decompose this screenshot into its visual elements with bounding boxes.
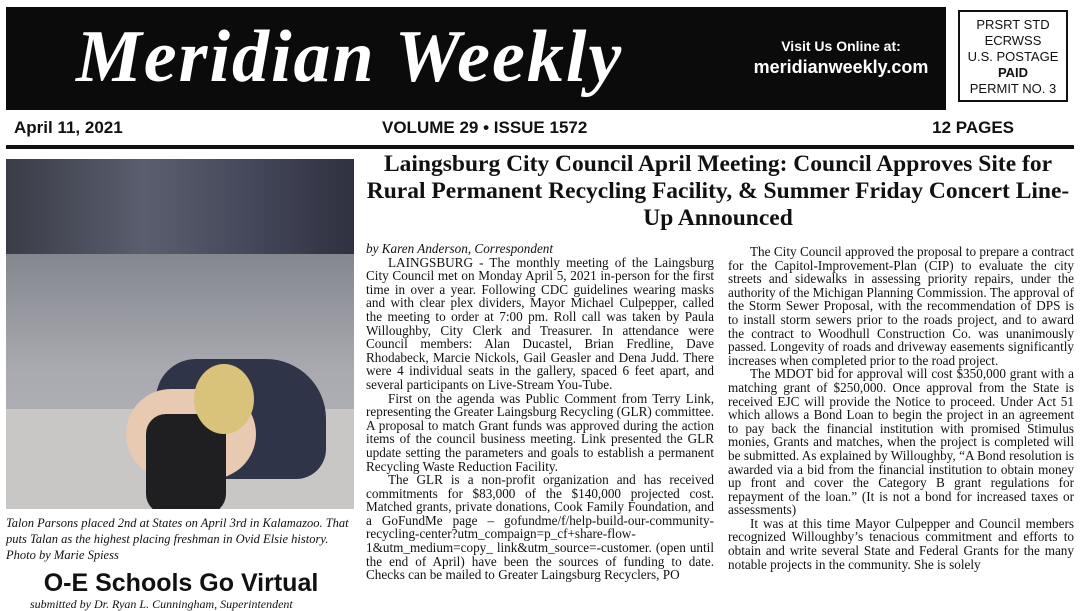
- website-box: [746, 37, 936, 79]
- postage-line: U.S. POSTAGE: [967, 49, 1059, 64]
- article-column-2: [728, 245, 1074, 609]
- article-paragraph: The City Council approved the proposal to prepare a contract for the Capitol-Improvement-Plan (CIP) to evaluate the city streets and sidewalks in assessing priority repairs, under the authority of the Michigan Planning Commission. The approval of the Storm Sewer Proposal, with the recommendation of DPS is to install storm sewers prior to the roads project, and to award the contract to Woodhull Construction Co. was unanimously passed. Longevity of roads and driveway easements significantly increases when completed prior to the road project.: [728, 245, 1074, 368]
- sidebar-article-byline: submitted by Dr. Ryan L. Cunningham, Superintendent: [30, 597, 293, 611]
- postage-indicia: [958, 10, 1068, 102]
- article-paragraph: The GLR is a non-profit organization and has received commitments for $83,000 of the $140,000 projected cost. Matched grants, private donations, Cook Family Foundation, and a GoFundMe page – gofundme/f/help-build-our-community-recycling-center?utm_compaign=p_cf+share-flow-1&utm_medium=copy_ link&utm_source=-customer. (open until the end of April) have been the sources of funding to date. Checks can be mailed to Greater Laingsburg Recyclers, PO: [366, 472, 714, 583]
- newspaper-title: Meridian Weekly: [76, 16, 624, 98]
- postage-line: PRSRT STD: [976, 17, 1050, 32]
- issue-date: April 11, 2021: [14, 118, 123, 137]
- sidebar-article-headline[interactable]: O-E Schools Go Virtual: [43, 569, 319, 597]
- photo-caption: Talon Parsons placed 2nd at States on April 3rd in Kalamazoo. That puts Talan as the highest placing freshman in Ovid Elsie history. Photo by Marie Spiess: [6, 516, 349, 562]
- issue-info-bar: [6, 116, 1074, 140]
- wrestler-head: [194, 364, 254, 434]
- main-article-headline[interactable]: Laingsburg City Council April Meeting: Council Approves Site for Rural Permanent Recycling Facility, & Summer Friday Concert Line-Up Announced: [366, 151, 1070, 231]
- page-count: 12 PAGES: [932, 118, 1014, 137]
- masthead: [6, 7, 946, 110]
- postage-line: PAID: [997, 65, 1029, 80]
- article-column-1: [366, 242, 714, 606]
- crowd-background: [6, 159, 354, 254]
- article-paragraph: First on the agenda was Public Comment from Terry Link, representing the Greater Laingsburg Recycling (GLR) committee. A proposal to match Grant funds was approved during the action items of the council business meeting. Link presented the GLR update setting the parameters and goals to establish a permanent Recycling Waste Reduction Facility.: [366, 390, 714, 474]
- wrestling-photo: [6, 159, 354, 509]
- article-byline: by Karen Anderson, Correspondent: [366, 242, 554, 256]
- visit-label: Visit Us Online at:: [781, 38, 901, 54]
- article-paragraph: The MDOT bid for approval will cost $350,000 grant with a matching grant of $250,000. Once approval from the State is received EJC will provide the Notice to proceed. Under Act 51 which allows a Bond Loan to begin the project in an agreement to pay back the financial institution with promised Stimulus monies, Grants and matches, when the project is completed will be submitted. As explained by Willoughby, “A Bond resolution is awarded via a bid from the financial institution to obtain money up front and cover the Category B grant regulations for repayment of the loan.” (It is not a bond for increased taxes or assessments): [728, 366, 1074, 518]
- article-paragraph: LAINGSBURG - The monthly meeting of the Laingsburg City Council met on Monday April 5, 2021 in-person for the first time in over a year. Following CDC guidelines wearing masks and with clear plex dividers, Mayor Michael Culpepper, called the meeting to order at 7:00 pm. Roll call was taken by Paula Willoughby, City Clerk and Treasurer. In attendance were Council members: Alan Ducastel, Brian Fredline, Dave Rhodabeck, Marcie Nickols, Gail Geasler and Dena Judd. There were 4 individual seats in the gallery, spaced 6 feet apart, and several participants on Live-Stream You-Tube.: [366, 254, 714, 392]
- header-divider: [6, 145, 1074, 149]
- article-paragraph: It was at this time Mayor Culpepper and Council members recognized Willoughby’s tenacious commitment and efforts to obtain and write several State and Federal Grants for the many notable projects in the community. She is solely: [728, 515, 1074, 572]
- website-link[interactable]: meridianweekly.com: [753, 57, 929, 77]
- volume-issue: VOLUME 29 • ISSUE 1572: [382, 118, 588, 137]
- postage-line: PERMIT NO. 3: [969, 81, 1057, 96]
- postage-line: ECRWSS: [984, 33, 1042, 48]
